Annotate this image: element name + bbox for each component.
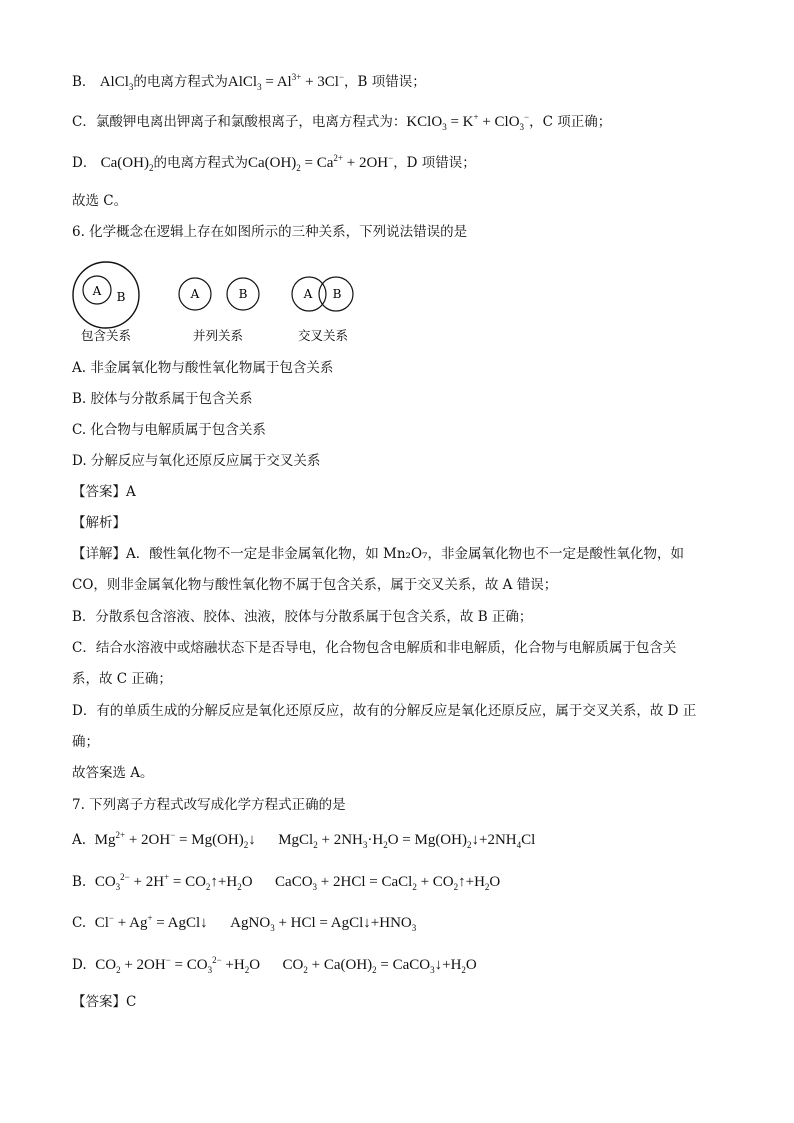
equation: KClO$_3$ = K+ + ClO$_3$− (406, 112, 530, 132)
option-a: A. 非金属氧化物与酸性氧化物属于包含关系 (72, 360, 334, 376)
label-a: A (92, 284, 102, 298)
detail-line: 确； (72, 734, 99, 750)
label-a: A (190, 287, 200, 301)
label-b: B (238, 287, 248, 301)
analysis-tag: 【解析】 (72, 515, 126, 531)
question-6-stem: 6. 化学概念在逻辑上存在如图所示的三种关系，下列说法错误的是 (72, 224, 468, 240)
answer-tag: 【答案】 (72, 484, 126, 500)
formula: AlCl$_3$ (99, 74, 134, 92)
q7-option-d: D. $CO_2 + 2OH^- = CO_3^{2-} +H_2O$ $CO_2 + Ca(OH)_2$ = $CaCO_3↓+H_2O$ (72, 955, 477, 975)
label-b: B (116, 290, 126, 304)
inclusion-label: 包含关系 (80, 328, 132, 343)
option-b: B. 胶体与分散系属于包含关系 (72, 391, 253, 407)
equation: $Mg^{2+} + 2OH^-$ = $Mg(OH)_2↓$ MgCl$_2$ + $2NH_3\cdot H_2O$ = $Mg(OH)_2↓+2NH_4Cl$ (94, 830, 536, 850)
answer-value: A (126, 484, 136, 500)
q7-answer-line (72, 992, 136, 1012)
equation: AlCl$_3$ = $Al^{3+} + 3Cl^-$ (227, 72, 345, 92)
option-c: C. 化合物与电解质属于包含关系 (72, 422, 266, 438)
cross-label: 交叉关系 (297, 328, 349, 343)
detail-line: CO，则非金属氧化物与酸性氧化物不属于包含关系，属于交叉关系，故 A 错误； (72, 577, 558, 593)
detail-line: 系，故 C 正确； (72, 671, 172, 687)
label-b: B (332, 287, 342, 301)
q7-option-c: C. Cl− + Ag+ = AgCl↓ AgNO$_3$ + HCl = $AgCl↓+HNO_3$ (72, 913, 417, 933)
conclusion: 故选 C。 (72, 193, 128, 209)
explanation-line-d: D． $Ca(OH)_2$的电离方程式为$Ca(OH)_2 = Ca^{2+} + 2OH^-$，D 项错误； (72, 153, 476, 173)
question-7-stem: 7. 下列离子方程式改写成化学方程式正确的是 (72, 797, 346, 813)
answer-tag: 【答案】 (72, 994, 126, 1010)
answer-line (72, 482, 136, 502)
detail-line: C．结合水溶液中或熔融状态下是否导电，化合物包含电解质和非电解质，化合物与电解质属于包含关 (72, 640, 677, 656)
equation: $CO_3^{2-} + 2H^+$ = $CO_2↑+H_2O$ CaCO$_3$ + 2HCl = CaCl$_2$ + $CO_2↑+H_2O$ (94, 872, 501, 892)
explanation-line-b: B． AlCl$_3$的电离方程式为AlCl$_3$ = $Al^{3+} + 3Cl^-$，B 项错误； (72, 72, 426, 92)
relation-diagram (72, 258, 372, 348)
formula: $Ca(OH)_2$ (100, 155, 154, 173)
equation: $CO_2 + 2OH^- = CO_3^{2-} +H_2O$ $CO_2 + Ca(OH)_2$ = $CaCO_3↓+H_2O$ (95, 955, 477, 975)
label-a: A (303, 287, 313, 301)
detail-line: 【详解】A．酸性氧化物不一定是非金属氧化物，如 Mn₂O₇，非金属氧化物也不一定是酸性氧化物，如 (72, 546, 684, 562)
detail-line: D．有的单质生成的分解反应是氧化还原反应，故有的分解反应是氧化还原反应，属于交叉关系，故 D 正 (72, 703, 697, 719)
detail-line: B．分散系包含溶液、胶体、浊液，胶体与分散系属于包含关系，故 B 正确； (72, 609, 533, 625)
equation: $Ca(OH)_2 = Ca^{2+} + 2OH^-$ (247, 153, 394, 173)
explanation-line-c: C．氯酸钾电离出钾离子和氯酸根离子，电离方程式为：KClO$_3$ = K+ + ClO$_3$−，C 项正确； (72, 112, 612, 132)
option-d: D. 分解反应与氧化还原反应属于交叉关系 (72, 453, 321, 469)
detail-line: 故答案选 A。 (72, 765, 154, 781)
q7-option-a: A. $Mg^{2+} + 2OH^-$ = $Mg(OH)_2↓$ MgCl$_2$ + $2NH_3\cdot H_2O$ = $Mg(OH)_2↓+2NH_4Cl$ (72, 830, 536, 850)
answer-value: C (126, 994, 137, 1010)
equation: Cl− + Ag+ = AgCl↓ AgNO$_3$ + HCl = $AgCl↓+HNO_3$ (94, 913, 417, 933)
outer-circle-b (73, 262, 139, 328)
parallel-label: 并列关系 (192, 328, 244, 343)
q7-option-b: B. $CO_3^{2-} + 2H^+$ = $CO_2↑+H_2O$ CaCO$_3$ + 2HCl = CaCl$_2$ + $CO_2↑+H_2O$ (72, 872, 501, 892)
